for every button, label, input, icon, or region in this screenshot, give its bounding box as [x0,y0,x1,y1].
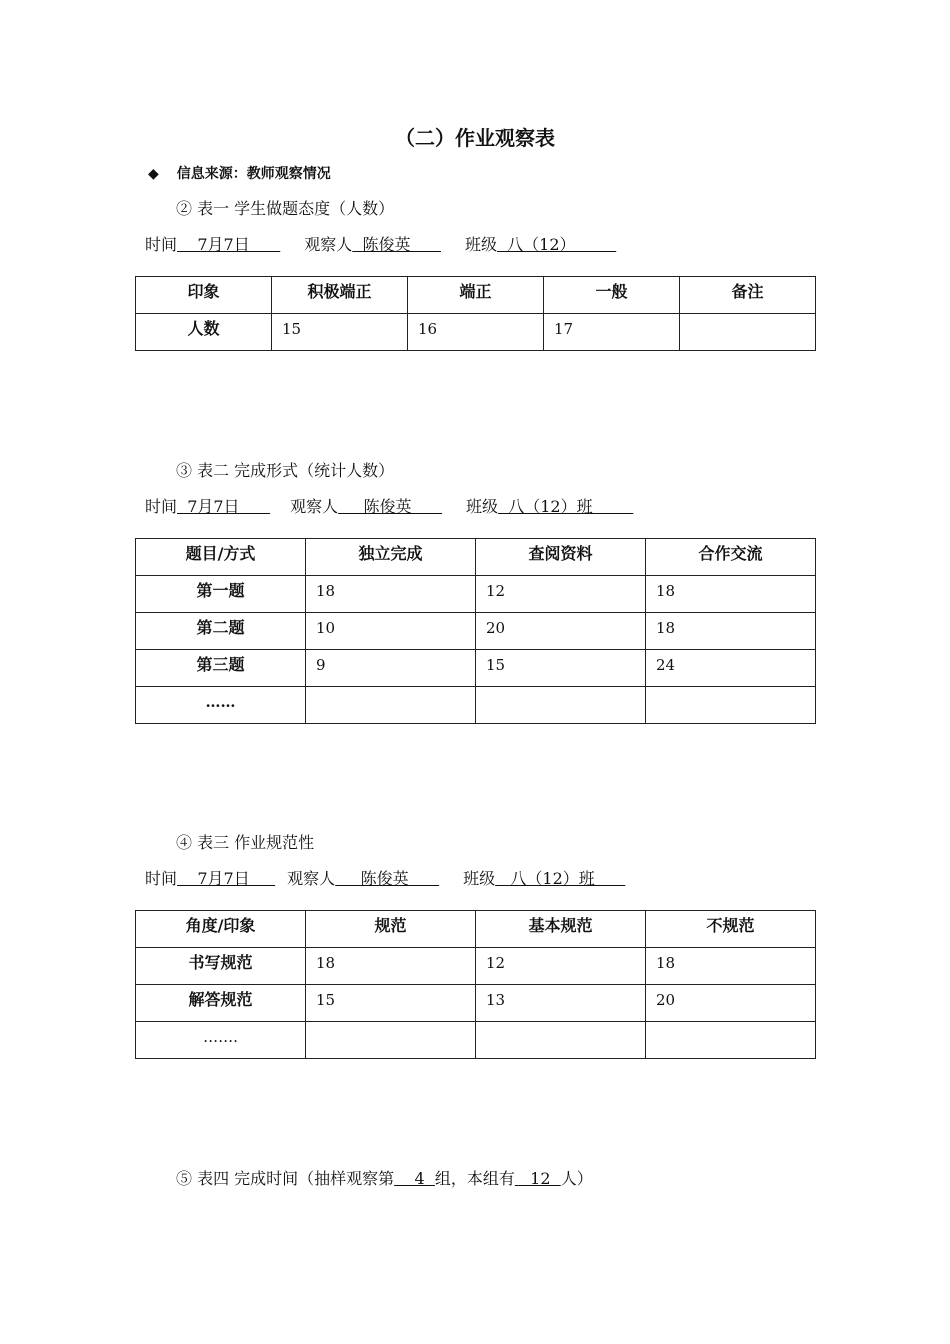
header-cell: 不规范 [646,911,816,948]
table-row [136,613,816,650]
table-cell [680,314,816,351]
header-cell: 基本规范 [476,911,646,948]
table-cell: 24 [646,650,816,687]
table-cell: 20 [646,985,816,1022]
table-cell: 18 [646,576,816,613]
table-cell: 10 [306,613,476,650]
row-label-cell: 人数 [136,314,272,351]
table-row [136,1022,816,1059]
table-header-row [136,911,816,948]
table-cell: 15 [476,650,646,687]
table-cell: 15 [306,985,476,1022]
table1-meta [145,232,616,255]
observer-value: 陈俊英 [352,235,441,254]
table-cell [646,687,816,724]
table-cell: 20 [476,613,646,650]
table3-caption: ④ 表三 作业规范性 [176,833,315,852]
page-title: （二）作业观察表 [395,126,555,150]
table-cell: 12 [476,948,646,985]
table-cell [476,687,646,724]
table-cell [476,1022,646,1059]
class-value: 八（12）班 [495,869,626,888]
table-cell: 18 [646,613,816,650]
observer-label: 观察人 [304,235,353,254]
group-number-value: 4 [394,1169,435,1188]
table-cell: 13 [476,985,646,1022]
header-cell: 题目/方式 [136,539,306,576]
table2-caption: ③ 表二 完成形式（统计人数） [176,461,395,480]
table-cell [306,687,476,724]
ellipsis-cell: …… [136,687,306,724]
time-label: 时间 [145,869,178,888]
table-cell [646,1022,816,1059]
row-label-cell: 第二题 [136,613,306,650]
table-cell [306,1022,476,1059]
row-label-cell: 第一题 [136,576,306,613]
table-row [136,650,816,687]
table4-caption-suffix: 人） [560,1169,593,1188]
header-cell: 规范 [306,911,476,948]
table-row [136,687,816,724]
table-row [136,576,816,613]
header-cell: 一般 [544,277,680,314]
table2 [135,538,816,724]
header-cell: 合作交流 [646,539,816,576]
header-cell: 印象 [136,277,272,314]
table4-caption-prefix: ⑤ 表四 完成时间（抽样观察第 [176,1169,395,1188]
observer-label: 观察人 [287,869,336,888]
table1 [135,276,816,351]
table-cell: 12 [476,576,646,613]
observer-value: 陈俊英 [338,497,443,516]
info-source-text: 信息来源：教师观察情况 [176,166,331,182]
table-header-row [136,277,816,314]
table-cell: 16 [408,314,544,351]
header-cell: 备注 [680,277,816,314]
table-header-row [136,539,816,576]
table-row [136,314,816,351]
table-cell: 9 [306,650,476,687]
class-label: 班级 [466,497,499,516]
table-row [136,948,816,985]
group-count-value: 12 [514,1169,561,1188]
diamond-bullet-icon: ◆ [148,166,159,182]
row-label-cell: 解答规范 [136,985,306,1022]
table4-caption [176,1166,593,1189]
class-label: 班级 [464,235,497,254]
header-cell: 端正 [408,277,544,314]
row-label-cell: 第三题 [136,650,306,687]
observer-label: 观察人 [290,497,339,516]
ellipsis-cell: ……. [136,1022,306,1059]
table2-meta [145,494,633,517]
table-cell: 18 [306,576,476,613]
class-value: 八（12） [496,235,617,254]
observer-value: 陈俊英 [335,869,440,888]
table4-caption-mid: 组，本组有 [434,1169,515,1188]
header-cell: 查阅资料 [476,539,646,576]
row-label-cell: 书写规范 [136,948,306,985]
table3-meta [145,866,625,889]
table-cell: 17 [544,314,680,351]
table-cell: 18 [646,948,816,985]
table1-caption: ② 表一 学生做题态度（人数） [176,199,395,218]
time-value: 7月7日 [177,235,281,254]
info-source [148,163,331,183]
table-cell: 15 [272,314,408,351]
time-value: 7月7日 [177,497,271,516]
header-cell: 积极端正 [272,277,408,314]
time-label: 时间 [145,497,178,516]
class-value: 八（12）班 [498,497,634,516]
table-row [136,985,816,1022]
table3 [135,910,816,1059]
class-label: 班级 [463,869,496,888]
header-cell: 独立完成 [306,539,476,576]
header-cell: 角度/印象 [136,911,306,948]
time-label: 时间 [145,235,178,254]
table-cell: 18 [306,948,476,985]
time-value: 7月7日 [177,869,276,888]
